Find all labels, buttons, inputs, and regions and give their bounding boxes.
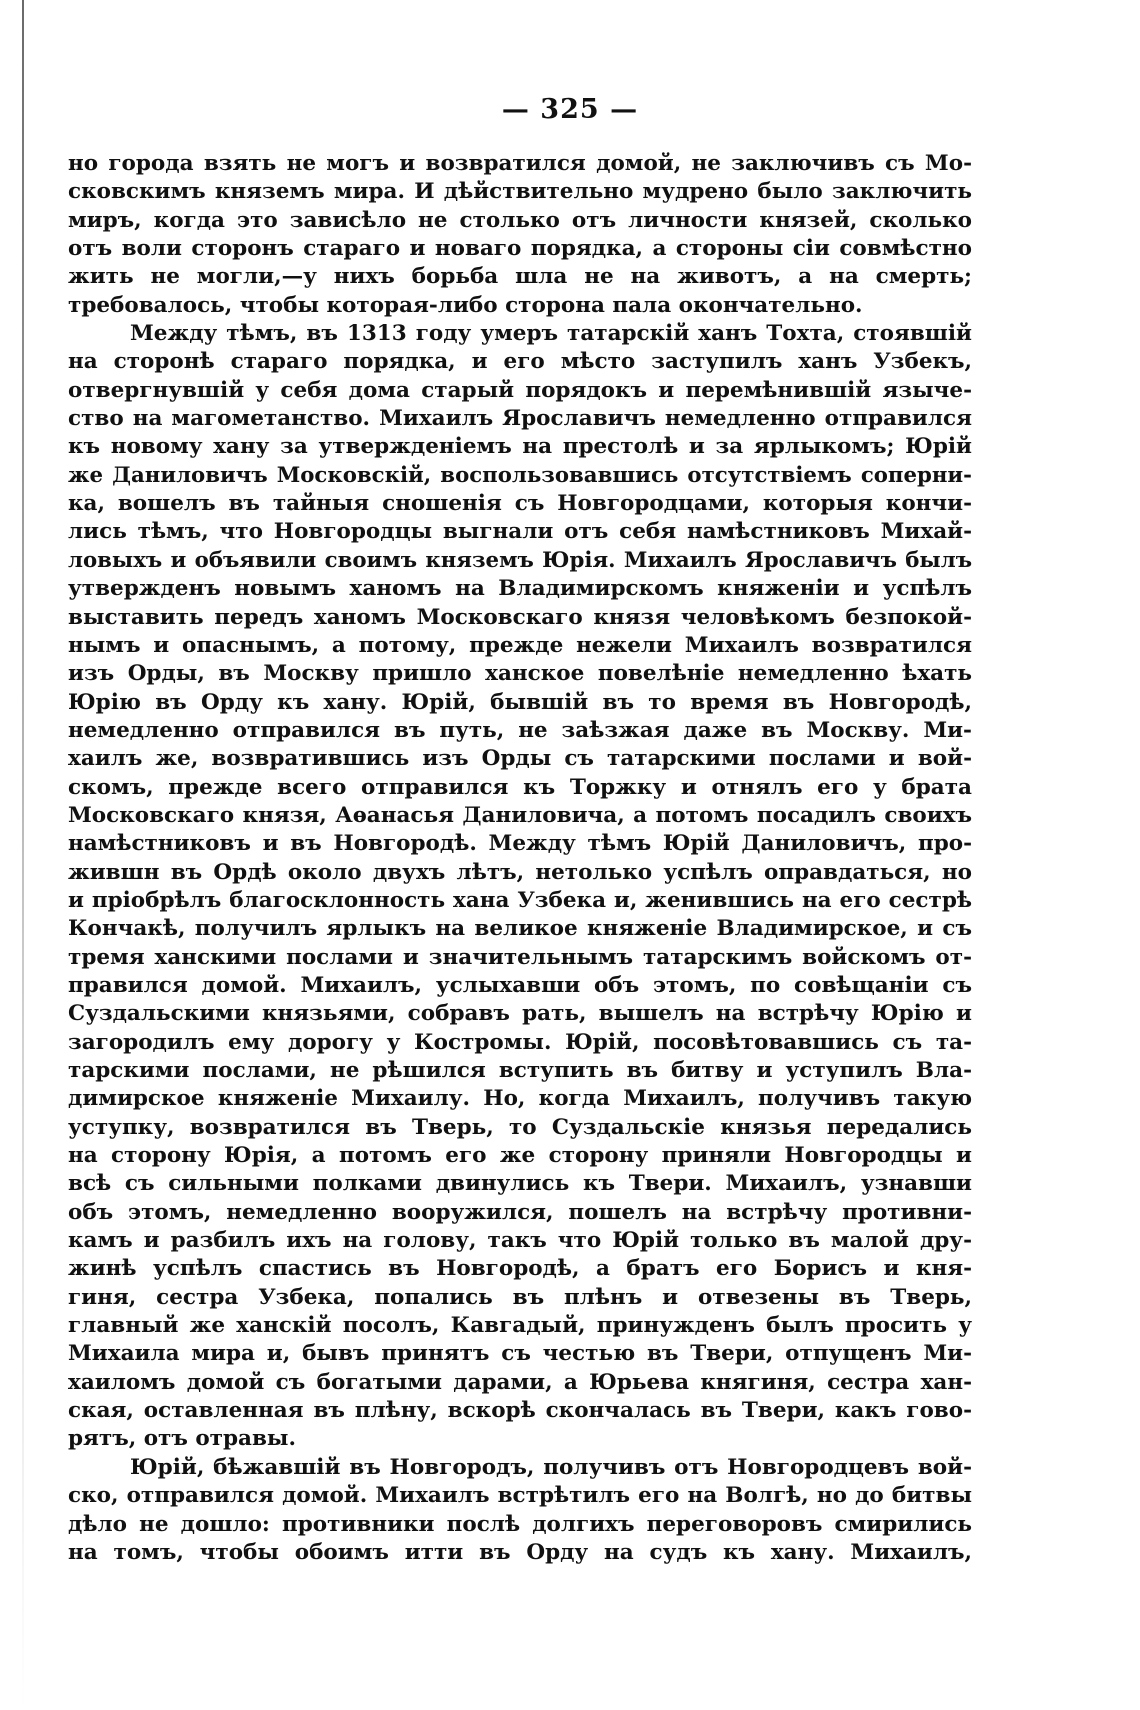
text-line: сковскимъ княземъ мира. И дѣйствительно мудрено было заключить: [68, 179, 972, 205]
text-line: выставить передъ ханомъ Московскаго князя человѣкомъ безпокой-: [68, 604, 972, 630]
text-line: Суздальскими князьями, собравъ рать, вышелъ на встрѣчу Юрію и: [68, 1001, 972, 1027]
text-line: ство на магометанство. Михаилъ Ярославичъ немедленно отправился: [68, 406, 972, 432]
text-line: димирское княженіе Михаилу. Но, когда Михаилъ, получивъ такую: [68, 1086, 972, 1112]
text-line: Московскаго князя, Аѳанасья Даниловича, а потомъ посадилъ своихъ: [68, 802, 972, 828]
text-line: ская, оставленная въ плѣну, вскорѣ скончалась въ Твери, какъ гово-: [68, 1398, 972, 1424]
text-line: ско, отправился домой. Михаилъ встрѣтилъ его на Волгѣ, но до битвы: [68, 1483, 972, 1509]
text-line: отвергнувшій у себя дома старый порядокъ и перемѣнившій языче-: [68, 377, 972, 403]
text-line: всѣ съ сильными полками двинулись къ Твери. Михаилъ, узнавши: [68, 1171, 972, 1197]
text-line: на сторону Юрія, а потомъ его же сторону приняли Новгородцы и: [68, 1143, 972, 1169]
text-line: нымъ и опаснымъ, а потому, прежде нежели Михаилъ возвратился: [68, 632, 972, 658]
text-line: къ новому хану за утвержденіемъ на престолѣ и за ярлыкомъ; Юрій: [68, 434, 972, 460]
body-text: [68, 150, 972, 1567]
text-line: главный же ханскій посолъ, Кавгадый, принужденъ былъ просить у: [68, 1313, 972, 1339]
text-line: камъ и разбилъ ихъ на голову, такъ что Юрій только въ малой дру-: [68, 1228, 972, 1254]
text-line: Юрій, бѣжавшій въ Новгородъ, получивъ отъ Новгородцевъ вой-: [130, 1454, 972, 1480]
text-line: тремя ханскими послами и значительнымъ татарскимъ войскомъ от-: [68, 944, 972, 970]
text-line: миръ, когда это зависѣло не столько отъ личности князей, сколько: [68, 207, 972, 233]
text-line: тарскими послами, не рѣшился вступить въ битву и уступилъ Вла-: [68, 1058, 972, 1083]
text-line: жившн въ Ордѣ около двухъ лѣтъ, нетолько успѣлъ оправдаться, но: [68, 859, 972, 885]
page-edge-shadow: [22, 0, 24, 1710]
text-line: Кончакѣ, получилъ ярлыкъ на великое княженіе Владимирское, и съ: [68, 916, 972, 942]
text-line: гиня, сестра Узбека, попались въ плѣнъ и отвезены въ Тверь,: [68, 1284, 972, 1310]
text-line: жить не могли,—у нихъ борьба шла не на животъ, а на смерть;: [68, 264, 972, 290]
text-line: объ этомъ, немедленно вооружился, пошелъ на встрѣчу противни-: [68, 1199, 972, 1225]
text-line: правился домой. Михаилъ, услыхавши объ этомъ, по совѣщаніи съ: [68, 972, 972, 998]
text-line: рятъ, отъ отравы.: [68, 1426, 296, 1452]
text-line: жинѣ успѣлъ спастись въ Новгородѣ, а братъ его Борисъ и кня-: [68, 1256, 972, 1282]
text-line: требовалось, чтобы которая-либо сторона пала окончательно.: [68, 292, 863, 318]
text-line: намѣстниковъ и въ Новгородѣ. Между тѣмъ Юрій Даниловичъ, про-: [68, 831, 972, 857]
text-line: скомъ, прежде всего отправился къ Торжку и отнялъ его у брата: [68, 774, 972, 800]
text-line: дѣло не дошло: противники послѣ долгихъ переговоровъ смирились: [68, 1511, 972, 1537]
text-line: изъ Орды, въ Москву пришло ханское повелѣніе немедленно ѣхать: [68, 661, 972, 687]
text-line: же Даниловичъ Московскій, воспользовавшись отсутствіемъ соперни-: [68, 462, 972, 488]
text-line: Михаила мира и, бывъ принятъ съ честью въ Твери, отпущенъ Ми-: [68, 1341, 972, 1367]
text-line: на сторонѣ стараго порядка, и его мѣсто заступилъ ханъ Узбекъ,: [68, 349, 972, 375]
text-line: и пріобрѣлъ благосклонность хана Узбека и, женившись на его сестрѣ: [68, 887, 972, 913]
text-line: утвержденъ новымъ ханомъ на Владимирскомъ княженіи и успѣлъ: [68, 576, 972, 602]
text-line: загородилъ ему дорогу у Костромы. Юрій, посовѣтовавшись съ та-: [68, 1029, 972, 1055]
page-number: — 325 —: [501, 94, 639, 125]
text-line: немедленно отправился въ путь, не заѣзжая даже въ Москву. Ми-: [68, 717, 972, 743]
text-line: Юрію въ Орду къ хану. Юрій, бывшій въ то время въ Новгородѣ,: [68, 689, 972, 715]
text-line: но города взять не могъ и возвратился домой, не заключивъ съ Мо-: [68, 151, 972, 176]
text-line: ловыхъ и объявили своимъ княземъ Юрія. Михаилъ Ярославичъ былъ: [68, 547, 972, 573]
text-line: лись тѣмъ, что Новгородцы выгнали отъ себя намѣстниковъ Михай-: [68, 519, 972, 545]
text-line: отъ воли сторонъ стараго и новаго порядка, а стороны сіи совмѣстно: [68, 236, 972, 262]
text-line: Между тѣмъ, въ 1313 году умеръ татарскій ханъ Тохта, стоявшій: [130, 321, 972, 347]
text-line: хаилъ же, возвратившись изъ Орды съ татарскими послами и вой-: [68, 746, 972, 772]
text-line: на томъ, чтобы обоимъ итти въ Орду на судъ къ хану. Михаилъ,: [68, 1539, 972, 1565]
text-line: ка, вошелъ въ тайныя сношенія съ Новгородцами, которыя кончи-: [68, 491, 972, 517]
text-line: уступку, возвратился въ Тверь, то Суздальскіе князья передались: [68, 1114, 972, 1140]
text-line: хаиломъ домой съ богатыми дарами, а Юрьева княгиня, сестра хан-: [68, 1369, 972, 1395]
